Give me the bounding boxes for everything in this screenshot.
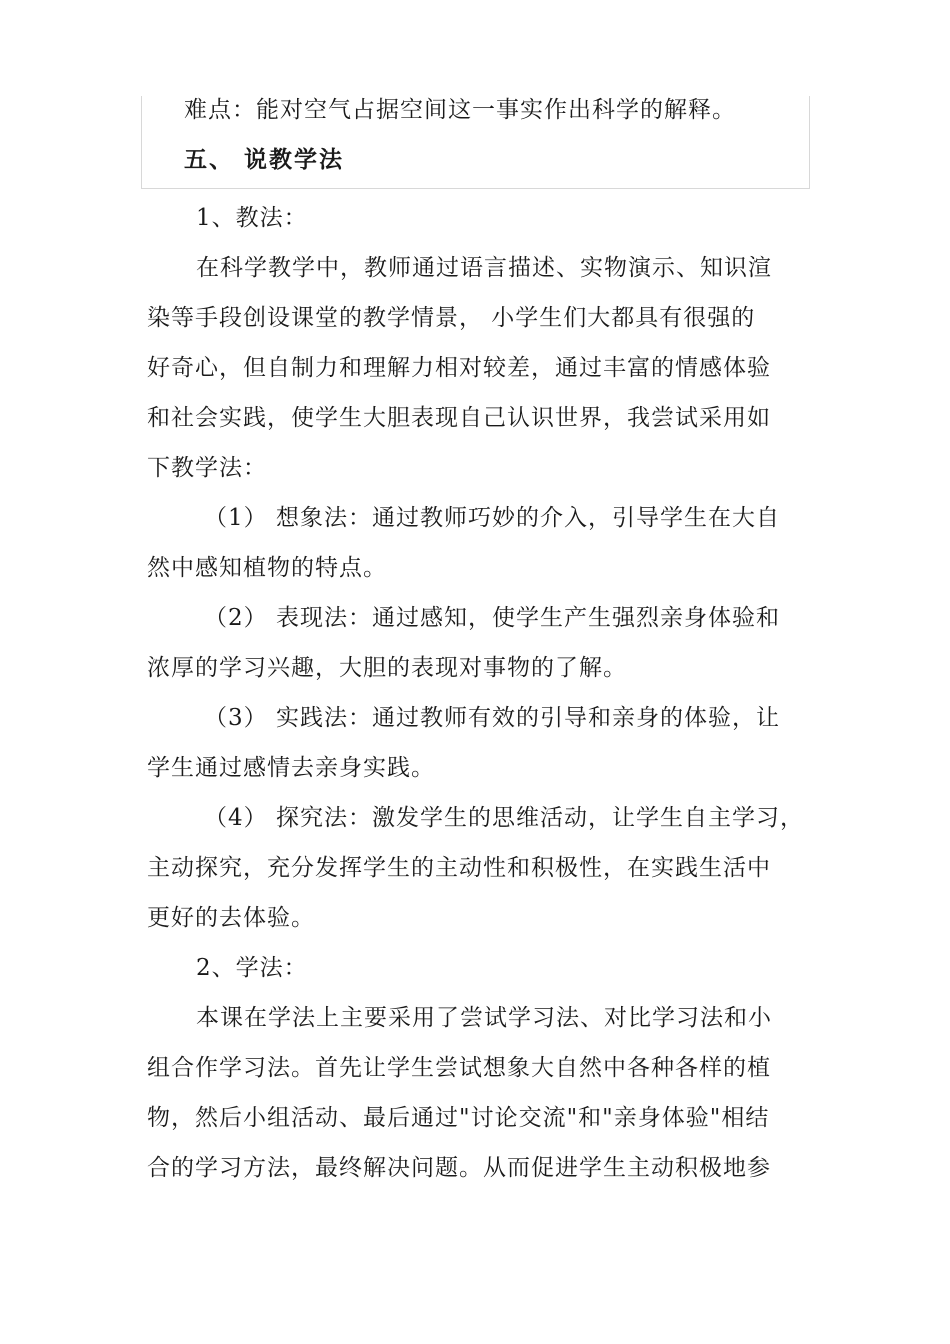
paragraph-line: 好奇心，但自制力和理解力相对较差，通过丰富的情感体验 [147,355,771,381]
paragraph-line: 物，然后小组活动、最后通过"讨论交流"和"亲身体验"相结 [147,1105,770,1131]
method-item-1: （1） 想象法：通过教师巧妙的介入，引导学生在大自 [204,505,780,531]
paragraph-line: 下教学法： [147,455,267,481]
paragraph-line: 组合作学习法。首先让学生尝试想象大自然中各种各样的植 [147,1055,771,1081]
paragraph-line: 浓厚的学习兴趣，大胆的表现对事物的了解。 [147,655,627,681]
subheading-teaching-method: 1、教法： [196,205,308,231]
paragraph-line: 学生通过感情去亲身实践。 [147,755,435,781]
paragraph-line: 更好的去体验。 [147,905,315,931]
method-item-3: （3） 实践法：通过教师有效的引导和亲身的体验，让 [204,705,780,731]
method-item-4: （4） 探究法：激发学生的思维活动，让学生自主学习， [204,805,804,831]
difficulty-line: 难点：能对空气占据空间这一事实作出科学的解释。 [184,97,736,123]
subheading-learning-method: 2、学法： [196,955,308,981]
paragraph-line: 在科学教学中，教师通过语言描述、实物演示、知识渲 [196,255,772,281]
section-heading: 五、 说教学法 [184,146,345,173]
paragraph-line: 合的学习方法，最终解决问题。从而促进学生主动积极地参 [147,1155,771,1181]
method-item-2: （2） 表现法：通过感知，使学生产生强烈亲身体验和 [204,605,780,631]
paragraph-line: 染等手段创设课堂的教学情景， 小学生们大都具有很强的 [147,305,756,331]
paragraph-line: 本课在学法上主要采用了尝试学习法、对比学习法和小 [196,1005,772,1031]
paragraph-line: 然中感知植物的特点。 [147,555,387,581]
paragraph-line: 和社会实践，使学生大胆表现自己认识世界，我尝试采用如 [147,405,771,431]
paragraph-line: 主动探究，充分发挥学生的主动性和积极性，在实践生活中 [147,855,771,881]
